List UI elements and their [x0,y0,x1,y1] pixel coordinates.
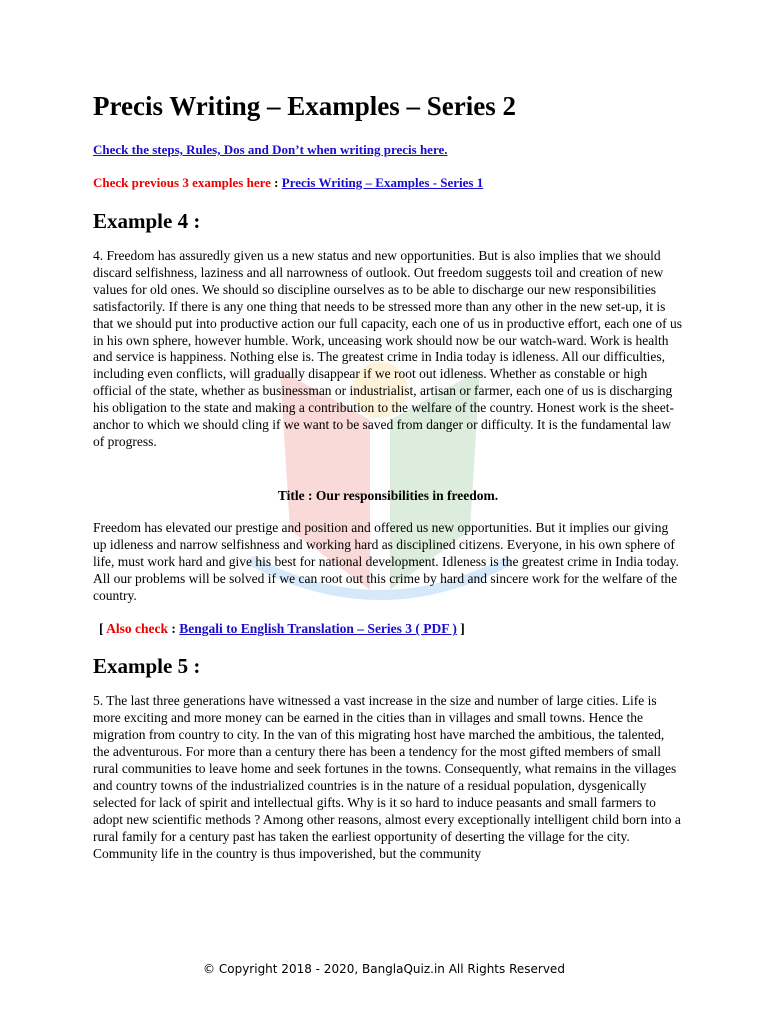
example-4-title: Title : Our responsibilities in freedom. [277,487,499,503]
page-title: Precis Writing – Examples – Series 2 [93,91,516,121]
copyright-footer: © Copyright 2018 - 2020, BanglaQuiz.in All Rights Reserved [203,962,565,976]
also-check-label: Also check [106,621,169,637]
example-4-heading: Example 4 : [93,209,201,233]
document-page [93,90,683,862]
also-check-close-bracket: ] [456,621,465,637]
rules-link[interactable]: Check the steps, Rules, Dos and Don’t when writing precis here. [93,142,448,157]
previous-examples-line [93,175,683,191]
previous-series-link[interactable]: Precis Writing – Examples - Series 1 [281,175,484,190]
example-4-passage: 4. Freedom has assuredly given us a new status and new opportunities. But is also implies that we should discard selfishness, laziness and all narrowness of outlook. Out freedom suggests toil and creation of new values for old ones. We should so discipline ourselves as to be able to discharge our new responsibilities satisfactorily. If there is any one thing that needs to be stressed more than any other in the new set-up, it is that we should put into productive action our full capacity, each one of us in productive effort, each one of us in his own sphere, however humble. Work, unceasing work should now be our watch-ward. Work is health and service is happiness. Nothing else is. The greatest crime in India today is idleness. All our difficulties, including even conflicts, will gradually disappear if we root out idleness. Whether as constable or high official of the state, whether as businessman or industrialist, artisan or farmer, each one of us is discharging his obligation to the state and making a contribution to the welfare of the country. Honest work is the sheet-anchor to which we should cling if we want to be saved from danger or difficulty. It is the fundamental law of progress. [93,248,682,449]
previous-examples-label: Check previous 3 examples here [93,175,271,190]
rules-link-line [93,142,683,158]
previous-separator: : [270,175,282,190]
example-5-heading: Example 5 : [93,654,201,679]
also-check-line [99,620,683,637]
also-check-separator: : [168,621,180,637]
also-check-open-bracket: [ [99,621,107,637]
example-4-precis: Freedom has elevated our prestige and position and offered us new opportunities. But it implies our giving up idleness and narrow selfishness and working hard as disciplined citizens. Everyone, in his own sphere of life, must work hard and give his best for national development. Idleness is the greatest crime in India today. All our problems will be solved if we can root out this crime by hard and sincere work for the welfare of the country. [93,519,679,603]
translation-series-link[interactable]: Bengali to English Translation – Series 3 ( PDF ) [179,621,457,637]
example-5-passage: 5. The last three generations have witnessed a vast increase in the size and number of large cities. Life is more exciting and more money can be earned in the cities than in villages and small towns. Hence the migration from country to city. In the van of this migrating host have marched the ambitious, the talented, the adventurous. For more than a century there has been a tendency for the most gifted members of small rural communities to leave home and seek fortunes in the towns. Consequently, what remains in the villages and country towns of the industrialized countries is in the nature of a residual population, dysgenically selected for lack of spirit and intellectual gifts. Why is it so hard to induce peasants and small farmers to adopt new scientific methods ? Among other reasons, almost every exceptionally intelligent child born into a rural family for a century past has taken the earliest opportunity of deserting the village for the city. Community life in the country is thus impoverished, but the community [93,693,681,861]
